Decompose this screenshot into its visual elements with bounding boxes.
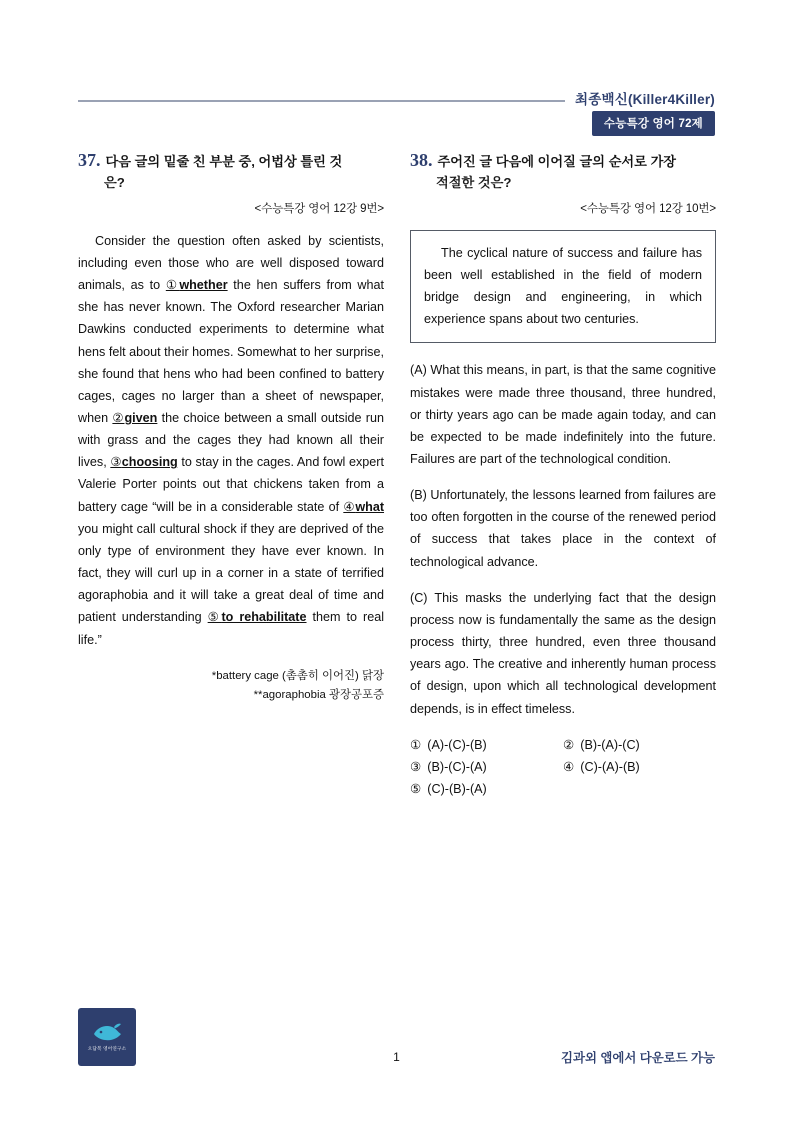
series-badge: 수능특강 영어 72제	[592, 111, 715, 136]
question-37-prompt-line1: 다음 글의 밑줄 친 부분 중, 어법상 틀린 것	[105, 154, 343, 169]
option-row	[410, 756, 716, 778]
underlined-choice-4	[343, 500, 384, 514]
option-5[interactable]	[410, 778, 563, 800]
question-38-number: 38.	[410, 150, 433, 170]
question-37-heading	[78, 150, 384, 194]
choice-text-1: whether	[179, 278, 228, 293]
logo-caption: 오답복 영어연구소	[87, 1046, 127, 1051]
option-spacer	[563, 778, 716, 800]
option-marker-4: ④	[563, 759, 575, 774]
underlined-choice-5	[208, 610, 307, 624]
question-37-footnotes	[78, 667, 384, 706]
page-number: 1	[393, 1050, 400, 1064]
option-2[interactable]	[563, 734, 716, 756]
choice-marker-2: ②	[112, 411, 125, 425]
option-label-2: (B)-(A)-(C)	[580, 737, 640, 752]
paragraph-b: (B) Unfortunately, the lessons learned from failures are too often forgotten in the course of the renewed period of success that takes place in the context of technological advance.	[410, 488, 716, 569]
passage-segment: you might call cultural shock if they are deprived of the only type of environment they have ever known. In fact, they will curl up in a corner in a state of terrified agoraphobia and it will take a great deal of time and patient understanding	[78, 521, 384, 625]
underlined-choice-3	[110, 455, 177, 469]
option-label-3: (B)-(C)-(A)	[427, 759, 487, 774]
choice-marker-4: ④	[343, 499, 356, 514]
footnote-1: *battery cage (촘촘히 이어진) 닭장	[211, 669, 384, 682]
underlined-choice-1	[166, 278, 228, 292]
passage-segment: the hen suffers from what she has never known. The Oxford researcher Marian Dawkins conducted experiments to determine what hens felt about their homes. Somewhat to her surprise, she found that hens who had been confined to battery cages, cages no larger than a sheet of newspaper, when	[78, 278, 384, 425]
option-marker-1: ①	[410, 737, 422, 752]
column-left	[78, 150, 384, 706]
option-label-1: (A)-(C)-(B)	[427, 737, 487, 752]
choice-marker-1: ①	[165, 278, 180, 293]
option-1[interactable]	[410, 734, 563, 756]
question-38-prompt-line2: 적절한 것은?	[436, 175, 512, 191]
option-row	[410, 734, 716, 756]
option-row	[410, 778, 716, 800]
footer-note: 김과외 앱에서 다운로드 가능	[561, 1051, 715, 1065]
passage-segment: the choice between a small outside run with grass and the cages they had known all their lives,	[78, 411, 385, 470]
question-37-prompt-line2: 은?	[104, 175, 125, 191]
option-marker-3: ③	[410, 759, 422, 774]
passage-segment: to stay in the cages. And fowl expert Valerie Porter points out that chickens taken from a battery cage “will be in a considerable state of	[78, 455, 384, 514]
whale-icon	[92, 1022, 122, 1044]
option-4[interactable]	[563, 756, 716, 778]
column-right	[410, 150, 716, 800]
question-38-heading	[410, 150, 716, 194]
option-label-5: (C)-(B)-(A)	[427, 781, 487, 796]
paragraph-c: (C) This masks the underlying fact that the design process now is fundamentally the same as the design process thirty, three hundred, even three thousand years ago. The creative and inherently human process of design, upon which all technological development depends, is in effect timeless.	[410, 590, 716, 716]
option-label-4: (C)-(A)-(B)	[580, 759, 640, 774]
question-37-number: 37.	[78, 150, 101, 170]
option-marker-5: ⑤	[410, 781, 422, 796]
choice-text-2: given	[124, 411, 158, 425]
choice-text-3: choosing	[121, 455, 178, 470]
choice-text-5: to rehabilitate	[221, 610, 307, 625]
question-38-source: <수능특강 영어 12강 10번>	[580, 202, 716, 215]
passage-segment: them to real life.”	[78, 610, 385, 647]
question-37-passage	[78, 230, 384, 651]
passage-segment: Consider the question often asked by scientists, including even those who are well disposed toward animals, as to	[78, 233, 384, 293]
option-marker-2: ②	[563, 737, 575, 752]
paragraph-a: (A) What this means, in part, is that the same cognitive mistakes were made three thousand, three hundred, or thirty years ago can be made again today, and can be expected to be made indefinitely into the future. Failures are part of the technological condition.	[410, 363, 716, 466]
choice-marker-5: ⑤	[207, 610, 222, 625]
underlined-choice-2	[112, 411, 157, 425]
question-38-boxed-passage	[410, 230, 716, 344]
brand-title: 최종백신(Killer4Killer)	[565, 88, 715, 108]
choice-text-4: what	[355, 499, 385, 514]
footnote-2: **agoraphobia 광장공포증	[253, 689, 384, 702]
question-37-source: <수능특강 영어 12강 9번>	[254, 202, 384, 215]
question-38-prompt-line1: 주어진 글 다음에 이어질 글의 순서로 가장	[437, 154, 677, 169]
question-38-options	[410, 734, 716, 800]
choice-marker-3: ③	[110, 455, 122, 470]
page-header	[78, 88, 715, 134]
boxed-passage-text: The cyclical nature of success and failure has been well established in the field of modern bridge design and engineering, in which experience spans about two centuries.	[424, 245, 702, 327]
option-3[interactable]	[410, 756, 563, 778]
